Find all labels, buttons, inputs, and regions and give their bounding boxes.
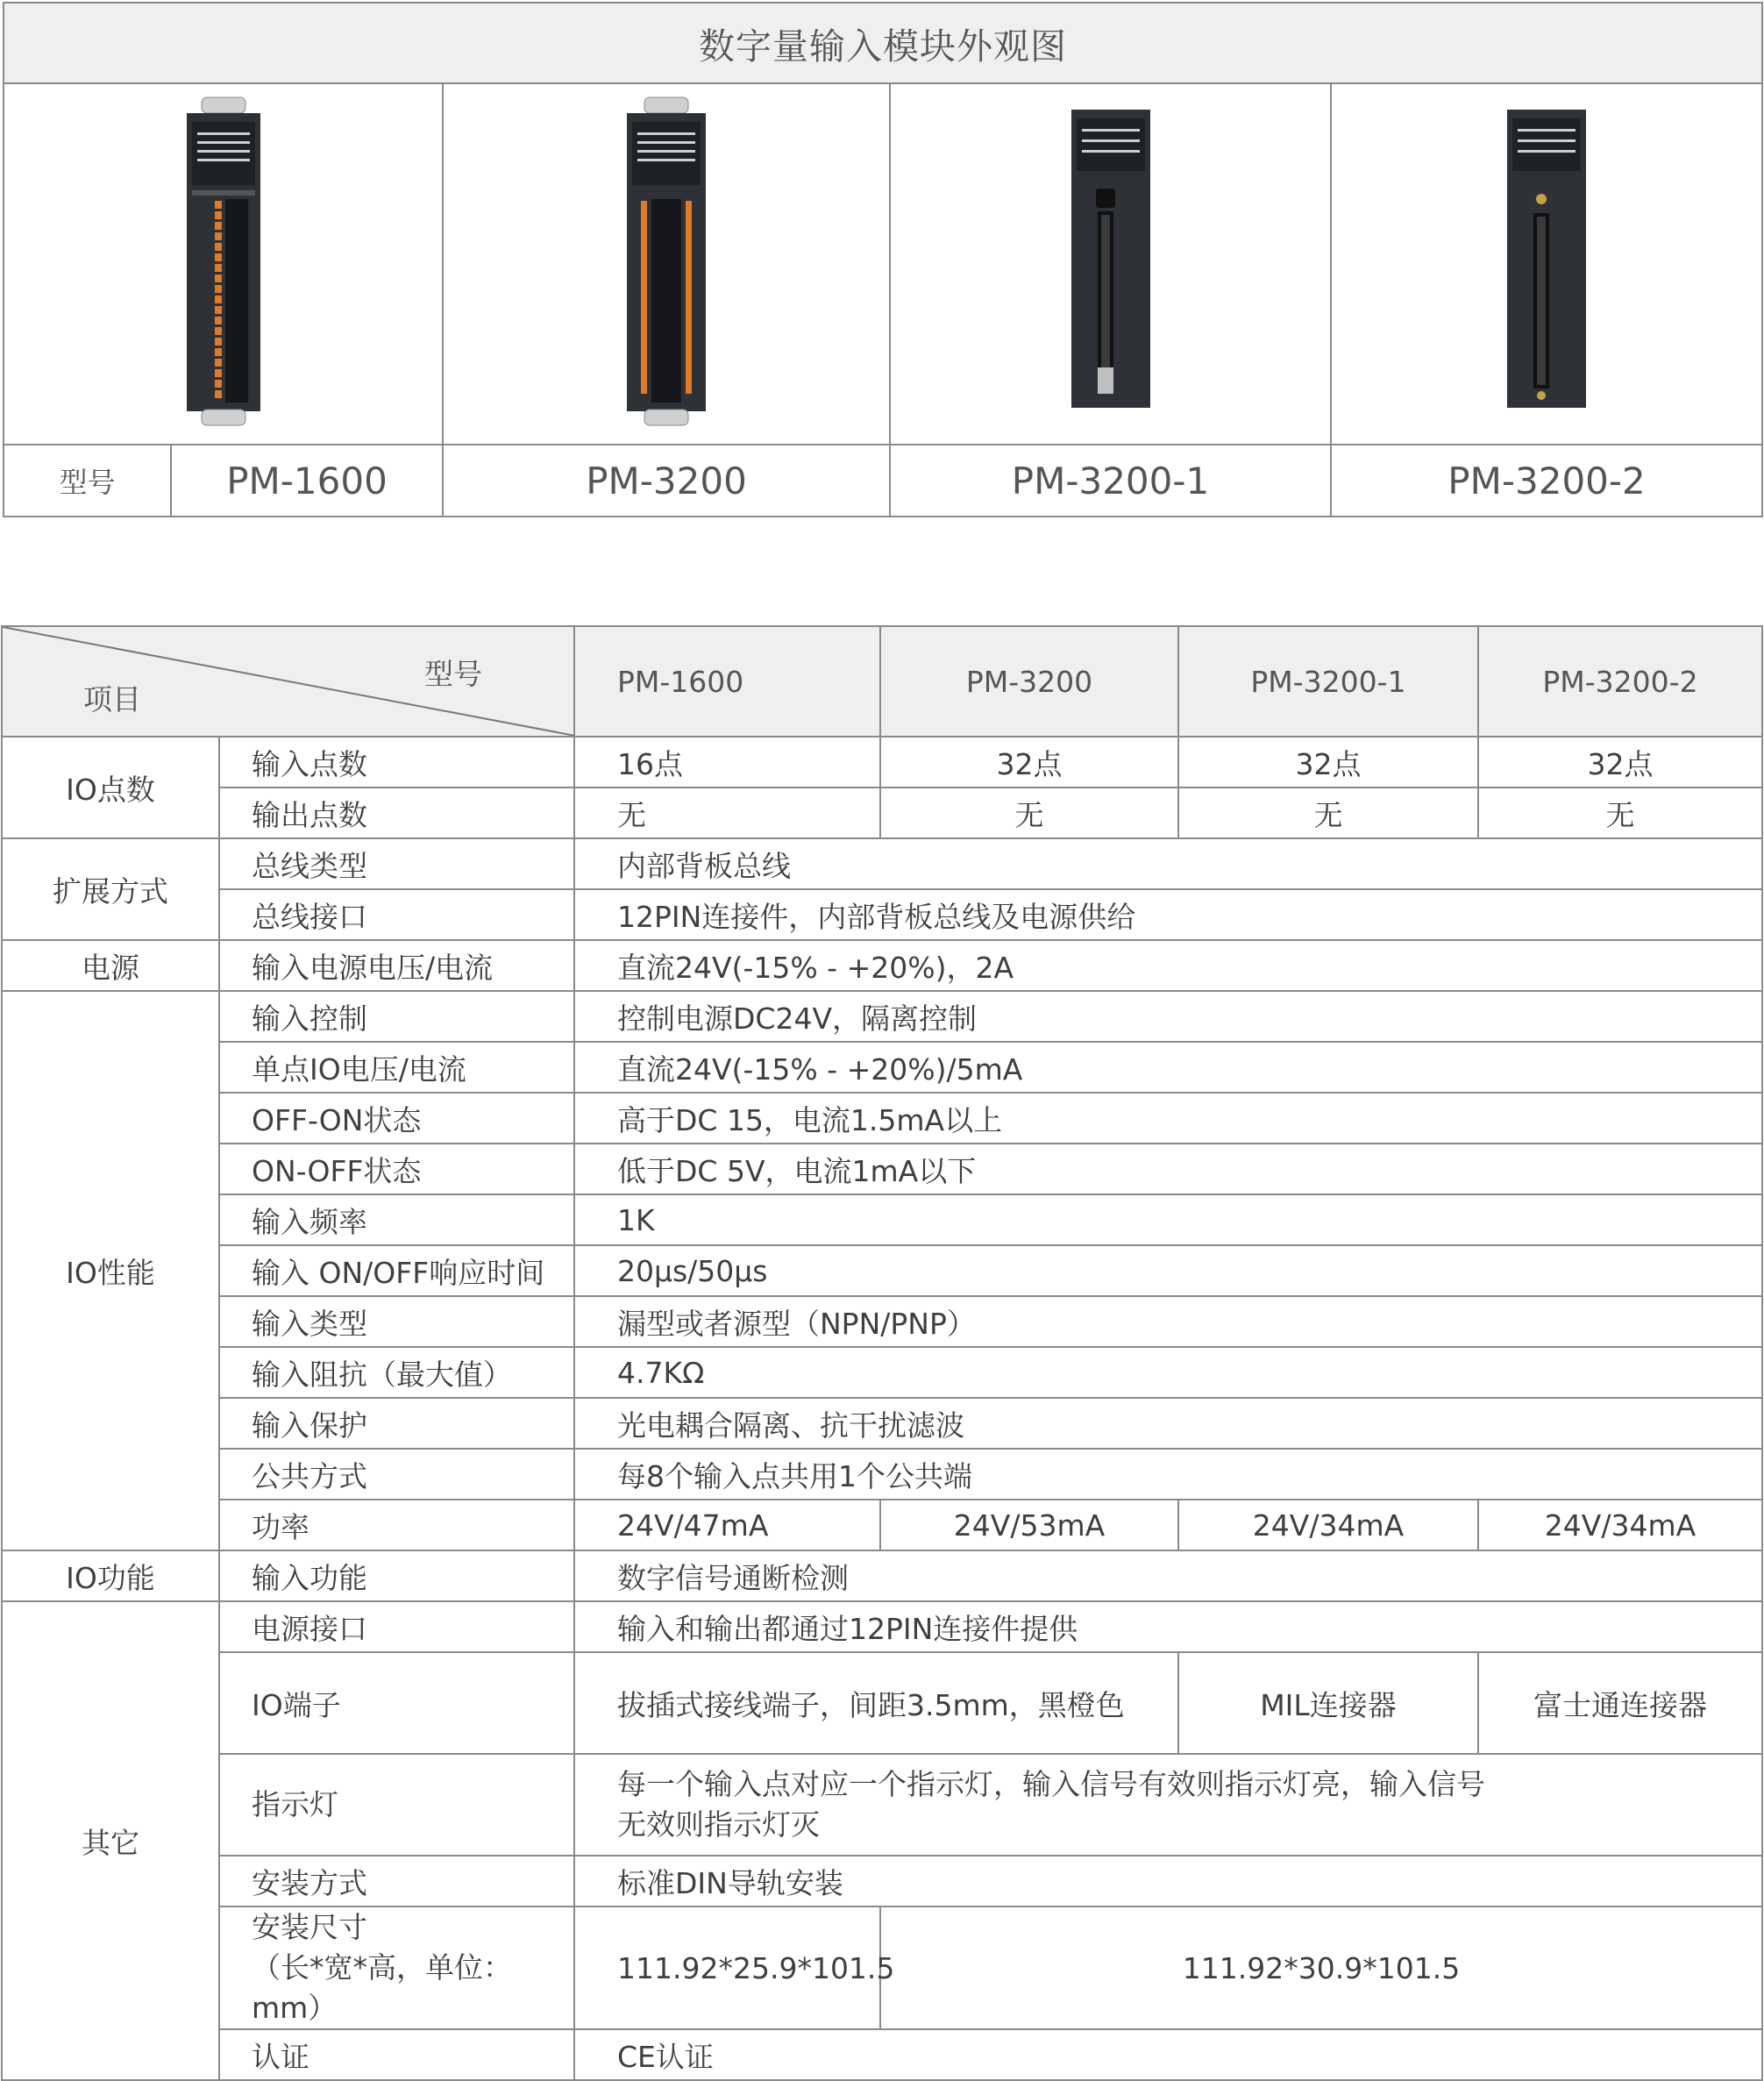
- value-cell: 111.92*25.9*101.5: [574, 1906, 880, 2029]
- size-label: [219, 1906, 574, 2029]
- item-label: 输入控制: [219, 991, 574, 1042]
- value-cell: 光电耦合隔离、抗干扰滤波: [574, 1398, 1762, 1449]
- item-label: 安装方式: [219, 1856, 574, 1906]
- header-item-label: 项目: [83, 682, 141, 716]
- value-cell: 无: [880, 788, 1178, 838]
- value-cell: 输入和输出都通过12PIN连接件提供: [574, 1601, 1762, 1652]
- value-cell: 无: [1178, 788, 1478, 838]
- value-cell: 无: [1478, 788, 1762, 838]
- header-corner: [2, 626, 574, 737]
- category-power: 电源: [2, 940, 219, 991]
- value-cell: 标准DIN导轨安装: [574, 1856, 1762, 1906]
- value-cell: 24V/47mA: [574, 1500, 880, 1550]
- category-function: IO功能: [2, 1550, 219, 1601]
- model-label: 型号: [4, 445, 171, 517]
- item-label: 总线类型: [219, 838, 574, 889]
- item-label: 输入电源电压/电流: [219, 940, 574, 991]
- module-image-pm3200-2: [1331, 83, 1762, 445]
- value-cell: 20μs/50μs: [574, 1245, 1762, 1296]
- value-cell: 直流24V(-15% - +20%)/5mA: [574, 1042, 1762, 1093]
- value-cell: 1K: [574, 1194, 1762, 1245]
- item-label: 单点IO电压/电流: [219, 1042, 574, 1093]
- module-image-pm3200-1: [890, 83, 1331, 445]
- category-io-points: IO点数: [2, 737, 219, 838]
- category-performance: IO性能: [2, 991, 219, 1550]
- value-cell: 低于DC 5V，电流1mA以下: [574, 1144, 1762, 1194]
- item-label: ON-OFF状态: [219, 1144, 574, 1194]
- value-cell: CE认证: [574, 2029, 1762, 2080]
- item-label: 输入点数: [219, 737, 574, 788]
- item-label: 指示灯: [219, 1754, 574, 1856]
- value-cell: 无: [574, 788, 880, 838]
- value-cell: 32点: [1478, 737, 1762, 788]
- value-cell: MIL连接器: [1178, 1652, 1478, 1754]
- item-label: 总线接口: [219, 889, 574, 940]
- item-label: 输出点数: [219, 788, 574, 838]
- item-label: 功率: [219, 1500, 574, 1550]
- module-pm3200-2-image: [1498, 104, 1595, 420]
- value-cell: 12PIN连接件，内部背板总线及电源供给: [574, 889, 1762, 940]
- spec-table: [1, 625, 1763, 2081]
- value-cell: 直流24V(-15% - +20%)，2A: [574, 940, 1762, 991]
- value-cell: 32点: [1178, 737, 1478, 788]
- header-model: PM-3200-2: [1478, 626, 1762, 737]
- value-cell: 漏型或者源型（NPN/PNP）: [574, 1296, 1762, 1347]
- value-cell: 24V/34mA: [1178, 1500, 1478, 1550]
- item-label: 输入保护: [219, 1398, 574, 1449]
- value-cell: 富士通连接器: [1478, 1652, 1762, 1754]
- model-name: PM-3200-1: [890, 445, 1331, 517]
- value-cell: 32点: [880, 737, 1178, 788]
- item-label: 输入阻抗（最大值）: [219, 1347, 574, 1398]
- module-pm3200-1-image: [1063, 104, 1159, 420]
- size-label-line: 安装尺寸: [252, 1910, 367, 1944]
- item-label: 电源接口: [219, 1601, 574, 1652]
- item-label: 输入功能: [219, 1550, 574, 1601]
- value-cell: 控制电源DC24V，隔离控制: [574, 991, 1762, 1042]
- category-other: 其它: [2, 1601, 219, 2080]
- value-cell: 拔插式接线端子，间距3.5mm，黑橙色: [574, 1652, 1178, 1754]
- item-label: 输入类型: [219, 1296, 574, 1347]
- module-pm3200-image: [618, 96, 715, 429]
- indicator-value: [574, 1754, 1762, 1856]
- value-cell: 内部背板总线: [574, 838, 1762, 889]
- item-label: 输入 ON/OFF响应时间: [219, 1245, 574, 1296]
- header-model: PM-3200: [880, 626, 1178, 737]
- category-expansion: 扩展方式: [2, 838, 219, 940]
- item-label: 输入频率: [219, 1194, 574, 1245]
- value-cell: 4.7KΩ: [574, 1347, 1762, 1398]
- item-label: OFF-ON状态: [219, 1093, 574, 1144]
- item-label: 公共方式: [219, 1449, 574, 1500]
- module-image-pm1600: [4, 83, 443, 445]
- header-model: PM-3200-1: [1178, 626, 1478, 737]
- model-name: PM-1600: [171, 445, 443, 517]
- model-name: PM-3200-2: [1331, 445, 1762, 517]
- module-image-pm3200: [443, 83, 890, 445]
- value-cell: 高于DC 15，电流1.5mA以上: [574, 1093, 1762, 1144]
- appearance-title: 数字量输入模块外观图: [4, 3, 1762, 83]
- value-cell: 16点: [574, 737, 880, 788]
- indicator-line: 每一个输入点对应一个指示灯，输入信号有效则指示灯亮，输入信号: [617, 1767, 1485, 1801]
- item-label: IO端子: [219, 1652, 574, 1754]
- indicator-line: 无效则指示灯灭: [617, 1807, 820, 1842]
- module-pm1600-image: [180, 96, 267, 429]
- value-cell: 24V/34mA: [1478, 1500, 1762, 1550]
- header-model-label: 型号: [424, 657, 482, 691]
- item-label: 认证: [219, 2029, 574, 2080]
- value-cell: 111.92*30.9*101.5: [880, 1906, 1762, 2029]
- size-label-line: （长*宽*高，单位：mm）: [252, 1950, 512, 2025]
- value-cell: 数字信号通断检测: [574, 1550, 1762, 1601]
- appearance-table: [3, 2, 1763, 517]
- value-cell: 每8个输入点共用1个公共端: [574, 1449, 1762, 1500]
- model-name: PM-3200: [443, 445, 890, 517]
- header-model: PM-1600: [574, 626, 880, 737]
- value-cell: 24V/53mA: [880, 1500, 1178, 1550]
